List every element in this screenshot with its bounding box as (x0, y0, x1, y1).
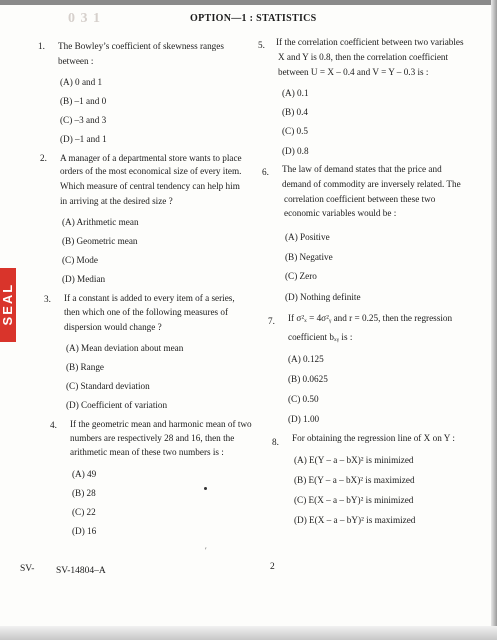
question-6-option-d: (D) Nothing definite (285, 292, 361, 302)
question-3-option-a: (A) Mean deviation about mean (66, 343, 184, 353)
question-2-text-line-1: A manager of a departmental store wants to place (60, 153, 242, 163)
question-7-option-c: (C) 0.50 (288, 394, 319, 404)
question-4-option-d: (D) 16 (72, 526, 97, 536)
question-2-text-line-4: in arriving at the desired size ? (60, 196, 173, 206)
question-1-text-line-2: between : (58, 56, 94, 66)
question-6-option-b: (B) Negative (285, 252, 333, 262)
question-5-text-line-2: X and Y is 0.8, then the correlation coefficient (278, 52, 449, 62)
question-6-number: 6. (262, 167, 269, 177)
question-8-text-line-1: For obtaining the regression line of X on Y : (292, 433, 455, 443)
question-3-text-line-1: If a constant is added to every item of a series, (64, 293, 235, 303)
question-1-option-a: (A) 0 and 1 (60, 77, 103, 87)
question-4-option-b: (B) 28 (72, 488, 96, 498)
question-7-text-line-1: If σ²ₓ = 4σ²ᵧ and r = 0.25, then the regression (288, 313, 453, 323)
question-2-text-line-3: Which measure of central tendency can help him (60, 181, 240, 191)
footer-left-label: SV- (20, 564, 35, 574)
footer-paper-code: SV-14804–A (56, 566, 106, 576)
ink-mark: ′ (205, 546, 207, 555)
question-4-option-c: (C) 22 (72, 507, 96, 517)
question-5-text-line-1: If the correlation coefficient between two variables (276, 37, 464, 47)
question-1-option-c: (C) –3 and 3 (60, 115, 107, 125)
page-title: OPTION—1 : STATISTICS (190, 13, 317, 24)
question-4-option-a: (A) 49 (72, 469, 97, 479)
question-5-option-c: (C) 0.5 (282, 126, 309, 136)
question-7-option-d: (D) 1.00 (288, 414, 320, 424)
question-7-option-a: (A) 0.125 (288, 354, 324, 364)
question-5-text-line-3: between U = X – 0.4 and V = Y – 0.3 is : (278, 67, 429, 77)
question-1-option-b: (B) –1 and 0 (60, 96, 107, 106)
question-1-number: 1. (38, 41, 45, 51)
ink-speck (204, 487, 207, 490)
question-5-option-b: (B) 0.4 (282, 107, 309, 117)
question-3-option-d: (D) Coefficient of variation (66, 400, 168, 410)
scan-right-edge (491, 0, 497, 640)
question-7-number: 7. (268, 316, 275, 326)
question-6-text-line-4: economic variables would be : (284, 208, 397, 218)
question-1-option-d: (D) –1 and 1 (60, 134, 107, 144)
question-3-option-b: (B) Range (66, 362, 105, 372)
faint-stamp: 0 3 1 (68, 11, 101, 26)
question-8-number: 8. (272, 437, 279, 447)
scan-top-edge (0, 0, 497, 5)
seal-label: SEAL (0, 282, 15, 326)
question-6-option-c: (C) Zero (285, 271, 317, 281)
question-4-text-line-1: If the geometric mean and harmonic mean of two (70, 419, 252, 429)
footer-page-number: 2 (270, 562, 275, 572)
question-6-text-line-3: correlation coefficient between these two (284, 194, 436, 204)
question-3-option-c: (C) Standard deviation (66, 381, 150, 391)
question-6-text-line-2: demand of commodity are inversely related. The (282, 179, 461, 189)
question-8-option-d: (D) E(X – a – bY)² is maximized (294, 515, 416, 525)
question-2-text-line-2: orders of the most economical size of every item. (60, 166, 242, 176)
question-8-option-b: (B) E(Y – a – bX)² is maximized (294, 475, 415, 485)
question-5-option-d: (D) 0.8 (282, 146, 309, 156)
question-3-text-line-3: dispersion would change ? (64, 322, 162, 332)
question-8-option-c: (C) E(X – a – bY)² is minimized (294, 495, 414, 505)
question-4-number: 4. (50, 420, 57, 430)
question-5-number: 5. (258, 40, 265, 50)
question-2-option-d: (D) Median (62, 274, 106, 284)
question-6-text-line-1: The law of demand states that the price and (282, 164, 442, 174)
question-2-option-a: (A) Arithmetic mean (62, 217, 139, 227)
question-2-option-b: (B) Geometric mean (62, 236, 138, 246)
question-2-option-c: (C) Mode (62, 255, 98, 265)
question-3-text-line-2: then which one of the following measures of (64, 307, 229, 317)
question-2-number: 2. (40, 153, 47, 163)
question-4-text-line-2: numbers are respectively 28 and 16, then the (70, 433, 235, 443)
question-3-number: 3. (44, 294, 51, 304)
question-7-option-b: (B) 0.0625 (288, 374, 328, 384)
question-6-option-a: (A) Positive (285, 232, 330, 242)
question-4-text-line-3: arithmetic mean of these two numbers is : (70, 447, 224, 457)
question-8-option-a: (A) E(Y – a – bX)² is minimized (294, 455, 414, 465)
scan-bottom-edge (0, 626, 497, 640)
question-5-option-a: (A) 0.1 (282, 88, 309, 98)
question-1-text-line-1: The Bowley’s coefficient of skewness ranges (58, 41, 224, 51)
question-7-text-line-2: coefficient bₓᵧ is : (288, 332, 353, 342)
seal-tab (0, 268, 16, 342)
